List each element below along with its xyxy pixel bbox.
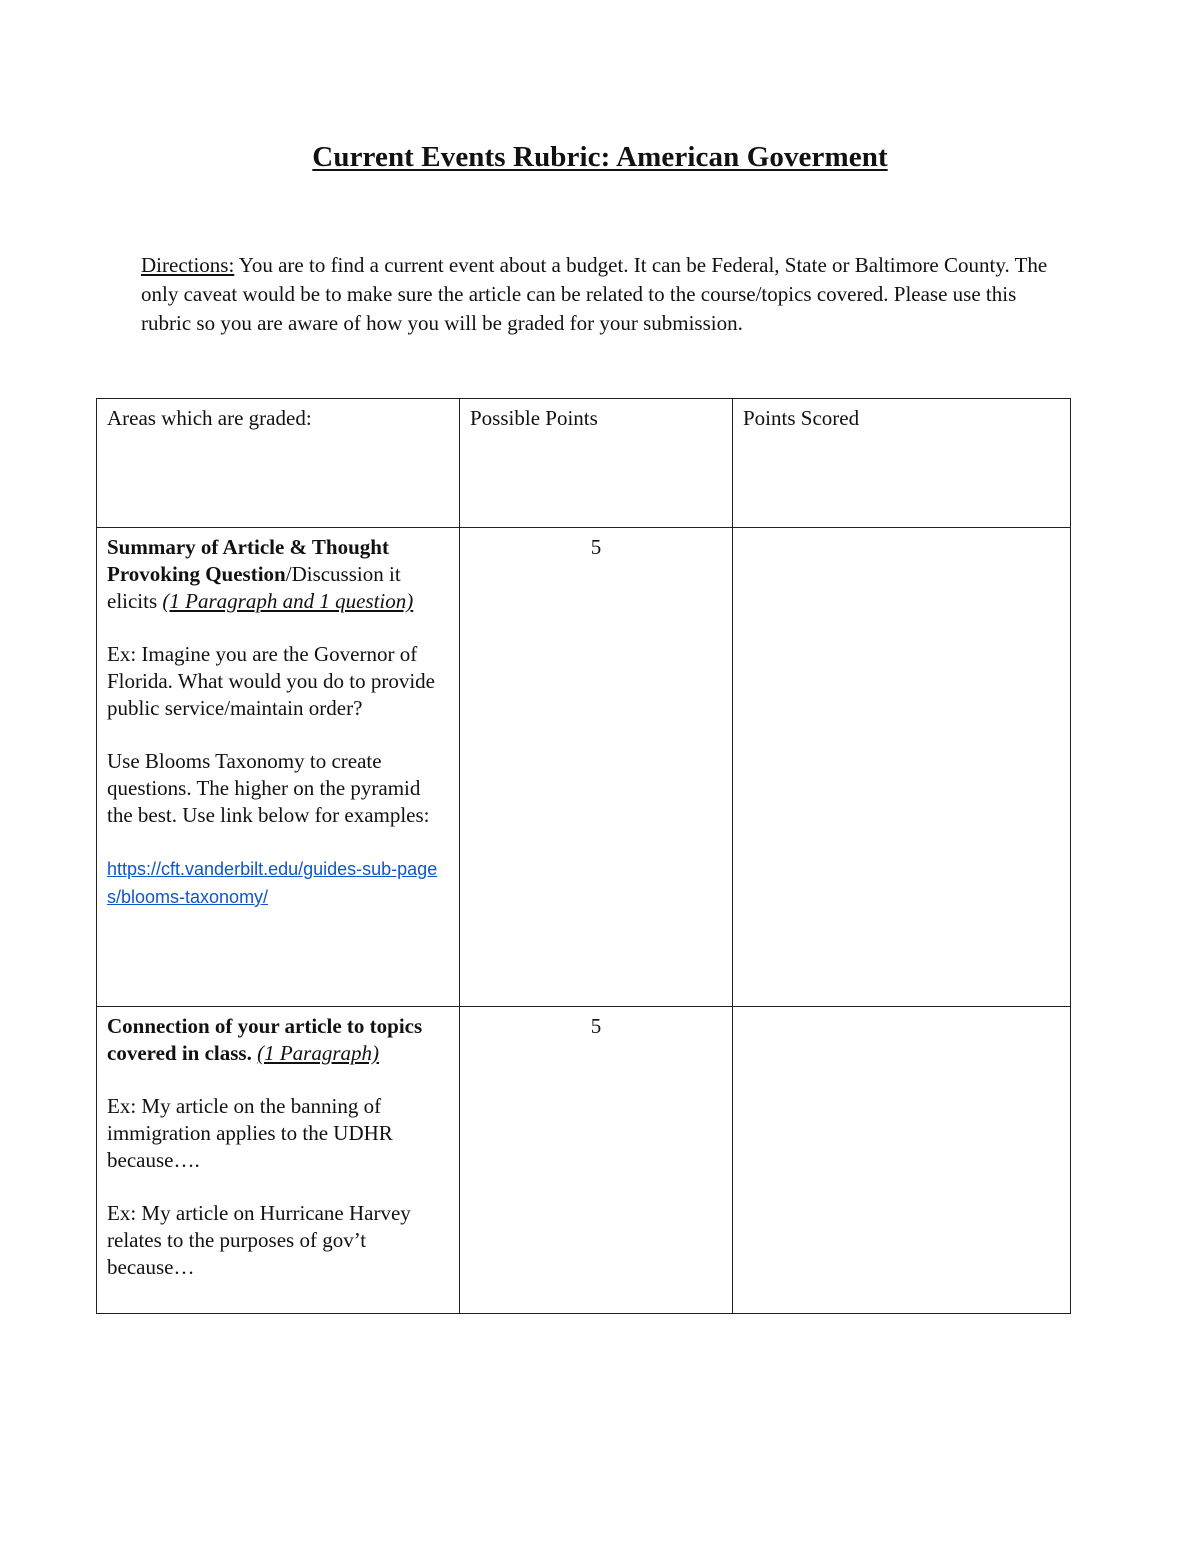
summary-title-rest: /Discussion it elicits: [107, 562, 401, 613]
summary-example: Ex: Imagine you are the Governor of Florida. What would you do to provide public service/maintain order?: [107, 642, 435, 720]
summary-possible-points: 5: [460, 528, 733, 1007]
connection-title-note: (1 Paragraph): [257, 1041, 380, 1065]
header-areas-graded: Areas which are graded:: [97, 399, 460, 528]
directions-paragraph: [141, 251, 1071, 338]
connection-example-1: Ex: My article on the banning of immigration applies to the UDHR because….: [107, 1094, 393, 1172]
directions-label: Directions:: [141, 253, 235, 277]
summary-criteria-cell: [97, 528, 460, 1007]
connection-criteria-cell: [97, 1007, 460, 1314]
rubric-header-row: [97, 399, 1071, 528]
header-points-scored: Points Scored: [733, 399, 1071, 528]
connection-title-bold: Connection of your article to topics covered in class.: [107, 1014, 423, 1065]
summary-title-bold: Summary of Article & Thought Provoking Question: [107, 535, 389, 586]
header-possible-points: Possible Points: [460, 399, 733, 528]
summary-points-scored: [733, 528, 1071, 1007]
connection-points-scored: [733, 1007, 1071, 1314]
document-title: Current Events Rubric: American Goverment: [312, 141, 888, 173]
connection-example-2: Ex: My article on Hurricane Harvey relates to the purposes of gov’t because…: [107, 1201, 411, 1279]
summary-instruction: Use Blooms Taxonomy to create questions. The higher on the pyramid the best. Use link below for examples:: [107, 749, 430, 827]
rubric-row-connection: [97, 1007, 1071, 1314]
blooms-taxonomy-link[interactable]: https://cft.vanderbilt.edu/guides-sub-pages/blooms-taxonomy/: [107, 859, 438, 907]
connection-possible-points: 5: [460, 1007, 733, 1314]
connection-criteria-title: [107, 1013, 449, 1067]
directions-text: You are to find a current event about a budget. It can be Federal, State or Baltimore County. The only caveat would be to make sure the article can be related to the course/topics covered. Please use this rubric so you are aware of how you will be graded for your submission.: [141, 253, 1048, 335]
summary-criteria-title: [107, 534, 449, 615]
rubric-row-summary: [97, 528, 1071, 1007]
summary-title-note: (1 Paragraph and 1 question): [162, 589, 414, 613]
rubric-table: [96, 398, 1071, 1314]
